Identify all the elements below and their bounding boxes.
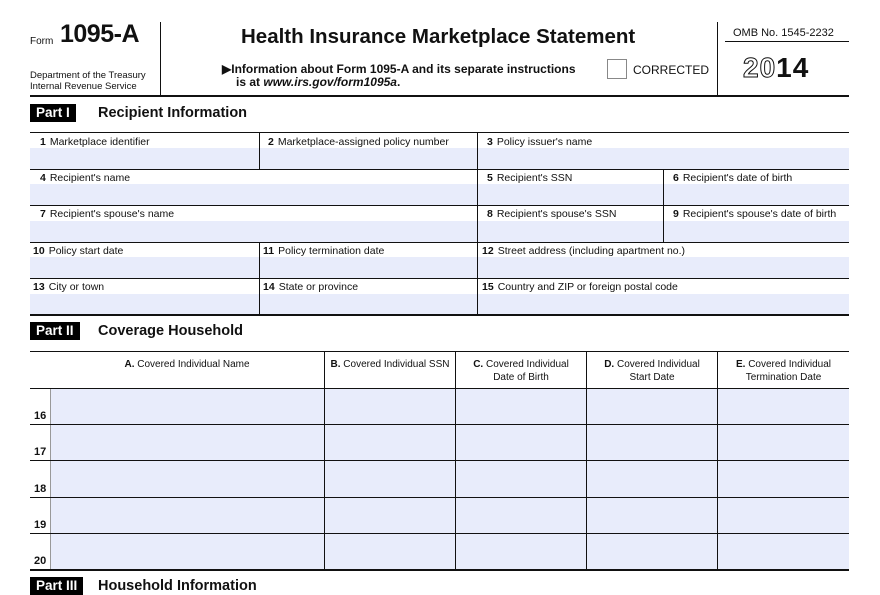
field-15-input[interactable] bbox=[478, 294, 849, 315]
field-13-label: 13 City or town bbox=[33, 281, 105, 293]
department bbox=[30, 70, 146, 92]
department-line2: Internal Revenue Service bbox=[30, 81, 137, 92]
row-rule bbox=[30, 205, 849, 206]
field-12-label: 12 Street address (including apartment no.) bbox=[482, 245, 686, 257]
field-14-input[interactable] bbox=[260, 294, 477, 315]
triangle-arrow-icon: ▶ bbox=[222, 62, 232, 76]
header-bottom-rule bbox=[30, 95, 849, 97]
form-number: 1095-A bbox=[60, 20, 139, 48]
field-10-input[interactable] bbox=[30, 257, 259, 278]
part1-tag: Part I bbox=[30, 104, 76, 122]
field-11-input[interactable] bbox=[260, 257, 477, 278]
part2-tag: Part II bbox=[30, 322, 80, 340]
row-17-number: 17 bbox=[34, 446, 47, 458]
irs-link[interactable]: www.irs.gov/form1095a bbox=[263, 75, 397, 89]
tax-year bbox=[743, 52, 809, 84]
part3-title: Household Information bbox=[98, 578, 257, 594]
field-3-label: 3 Policy issuer's name bbox=[487, 136, 593, 148]
form-word: Form bbox=[30, 36, 54, 47]
corrected-checkbox[interactable] bbox=[607, 59, 627, 79]
info-line2-prefix: is at bbox=[236, 75, 264, 89]
col-a-header: A. Covered Individual Name bbox=[124, 359, 250, 370]
part2-title: Coverage Household bbox=[98, 323, 244, 339]
col-b-header: B. Covered Individual SSN bbox=[330, 359, 450, 370]
field-13-input[interactable] bbox=[30, 294, 259, 315]
department-line1: Department of the Treasury bbox=[30, 70, 146, 81]
col-d-header: D. Covered Individual Start Date bbox=[604, 359, 700, 383]
field-6-input[interactable] bbox=[664, 184, 849, 205]
field-14-label: 14 State or province bbox=[263, 281, 359, 293]
divider bbox=[477, 132, 478, 169]
corrected-label: CORRECTED bbox=[633, 63, 710, 77]
header-divider-left bbox=[160, 22, 161, 95]
field-4-input[interactable] bbox=[30, 184, 477, 205]
coverage-grid bbox=[50, 388, 849, 570]
field-9-label: 9 Recipient's spouse's date of birth bbox=[673, 208, 837, 220]
field-1-input[interactable] bbox=[30, 148, 259, 169]
field-5-label: 5 Recipient's SSN bbox=[487, 172, 573, 184]
row-rule bbox=[30, 242, 849, 243]
field-12-input[interactable] bbox=[478, 257, 849, 278]
row-rule bbox=[30, 497, 849, 498]
row-20-number: 20 bbox=[34, 555, 47, 567]
row-rule bbox=[30, 278, 849, 279]
field-2-input[interactable] bbox=[260, 148, 477, 169]
field-8-input[interactable] bbox=[478, 221, 663, 242]
field-1-label: 1 Marketplace identifier bbox=[40, 136, 150, 148]
part2-bottom-rule bbox=[30, 569, 849, 571]
field-2-label: 2 Marketplace-assigned policy number bbox=[268, 136, 449, 148]
part3-tag: Part III bbox=[30, 577, 83, 595]
part1-bottom-rule bbox=[30, 314, 849, 316]
row-18-number: 18 bbox=[34, 483, 47, 495]
field-5-input[interactable] bbox=[478, 184, 663, 205]
info-line1: Information about Form 1095-A and its separate instructions bbox=[231, 62, 576, 76]
part1-title: Recipient Information bbox=[98, 105, 248, 121]
tax-year-outline: 20 bbox=[743, 52, 777, 83]
divider bbox=[50, 388, 51, 570]
field-4-label: 4 Recipient's name bbox=[40, 172, 131, 184]
field-6-label: 6 Recipient's date of birth bbox=[673, 172, 793, 184]
omb-underline bbox=[725, 41, 849, 42]
row-rule bbox=[30, 533, 849, 534]
part2-top-rule bbox=[30, 351, 849, 352]
tax-year-solid: 14 bbox=[776, 52, 810, 83]
col-c-header: C. Covered Individual Date of Birth bbox=[473, 359, 569, 383]
header-divider-right bbox=[717, 22, 718, 95]
instructions-info bbox=[222, 63, 576, 89]
field-7-label: 7 Recipient's spouse's name bbox=[40, 208, 175, 220]
field-9-input[interactable] bbox=[664, 221, 849, 242]
part1-top-rule bbox=[30, 132, 849, 133]
field-11-label: 11 Policy termination date bbox=[263, 245, 385, 257]
info-line2-suffix: . bbox=[396, 75, 401, 89]
field-7-input[interactable] bbox=[30, 221, 477, 242]
row-19-number: 19 bbox=[34, 519, 47, 531]
row-rule bbox=[30, 424, 849, 425]
field-10-label: 10 Policy start date bbox=[33, 245, 124, 257]
row-rule bbox=[30, 460, 849, 461]
field-3-input[interactable] bbox=[478, 148, 849, 169]
col-e-header: E. Covered Individual Termination Date bbox=[735, 359, 832, 383]
divider bbox=[259, 132, 260, 169]
form-title: Health Insurance Marketplace Statement bbox=[241, 25, 636, 48]
field-8-label: 8 Recipient's spouse's SSN bbox=[487, 208, 617, 220]
row-rule bbox=[30, 169, 849, 170]
row-rule bbox=[30, 388, 849, 389]
row-16-number: 16 bbox=[34, 410, 47, 422]
omb-number: OMB No. 1545-2232 bbox=[733, 27, 834, 39]
field-15-label: 15 Country and ZIP or foreign postal code bbox=[482, 281, 678, 293]
